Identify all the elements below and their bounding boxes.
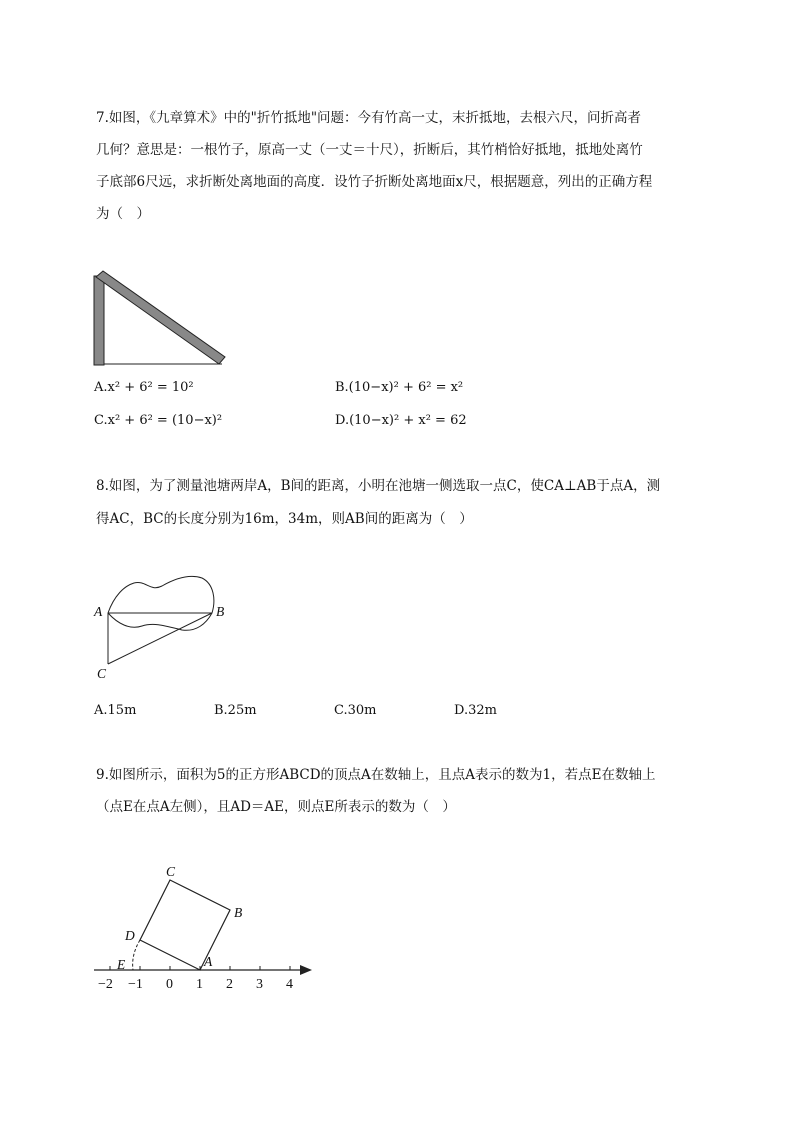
q7-option-d[interactable]: D.(10−x)² + x² = 62	[335, 413, 467, 428]
q7-line-2: 几何？意思是：一根竹子，原高一丈（一丈＝十尺），折断后，其竹梢恰好抵地，抵地处离竹	[96, 142, 643, 158]
tick-label: 0	[166, 977, 173, 992]
q7-option-b[interactable]: B.(10−x)² + 6² = x²	[335, 380, 464, 395]
q7-line-4: 为（ ）	[96, 206, 150, 222]
q8-option-a[interactable]: A.15m	[94, 703, 137, 718]
q7-line-1: 7.如图，《九章算术》中的"折竹抵地"问题：今有竹高一丈，末折抵地，去根六尺，问折高者	[96, 110, 642, 126]
q8-label-a: A	[94, 604, 103, 619]
q8-line-1: 8.如图，为了测量池塘两岸A，B间的距离，小明在池塘一侧选取一点C，使CA⊥AB于点A，测	[96, 478, 661, 494]
q7-option-c[interactable]: C.x² + 6² = (10−x)²	[94, 413, 223, 428]
q7-option-a[interactable]: A.x² + 6² = 10²	[94, 380, 194, 395]
arc-d-to-e	[133, 940, 140, 970]
square-abcd	[140, 880, 230, 970]
tick-label: 2	[226, 977, 233, 992]
tick-label: −2	[98, 977, 113, 992]
axis-arrow	[300, 965, 312, 975]
q8-option-b[interactable]: B.25m	[214, 703, 257, 718]
tick-label: 1	[196, 977, 203, 992]
q9-label-e: E	[117, 957, 126, 972]
q9-label-d: D	[125, 928, 135, 943]
q9-line-2: （点E在点A左侧），且AD＝AE，则点E所表示的数为（ ）	[96, 799, 456, 815]
q8-option-c[interactable]: C.30m	[334, 703, 377, 718]
q8-line-2: 得AC，BC的长度分别为16m，34m，则AB间的距离为（ ）	[96, 511, 473, 527]
q8-option-d[interactable]: D.32m	[454, 703, 497, 718]
q8-label-b: B	[216, 604, 225, 619]
q9-label-a: A	[204, 954, 213, 969]
q9-label-b: B	[234, 905, 243, 920]
q7-line-3: 子底部6尺远，求折断处离地面的高度．设竹子折断处离地面x尺，根据题意，列出的正确方程	[96, 174, 653, 190]
tick-label: 3	[256, 977, 263, 992]
tick-label: −1	[128, 977, 143, 992]
tick-label: 4	[286, 977, 293, 992]
q9-line-1: 9.如图所示，面积为5的正方形ABCD的顶点A在数轴上，且点A表示的数为1，若点E在数轴上	[96, 767, 656, 783]
q8-label-c: C	[97, 666, 107, 681]
q9-label-c: C	[166, 864, 176, 879]
